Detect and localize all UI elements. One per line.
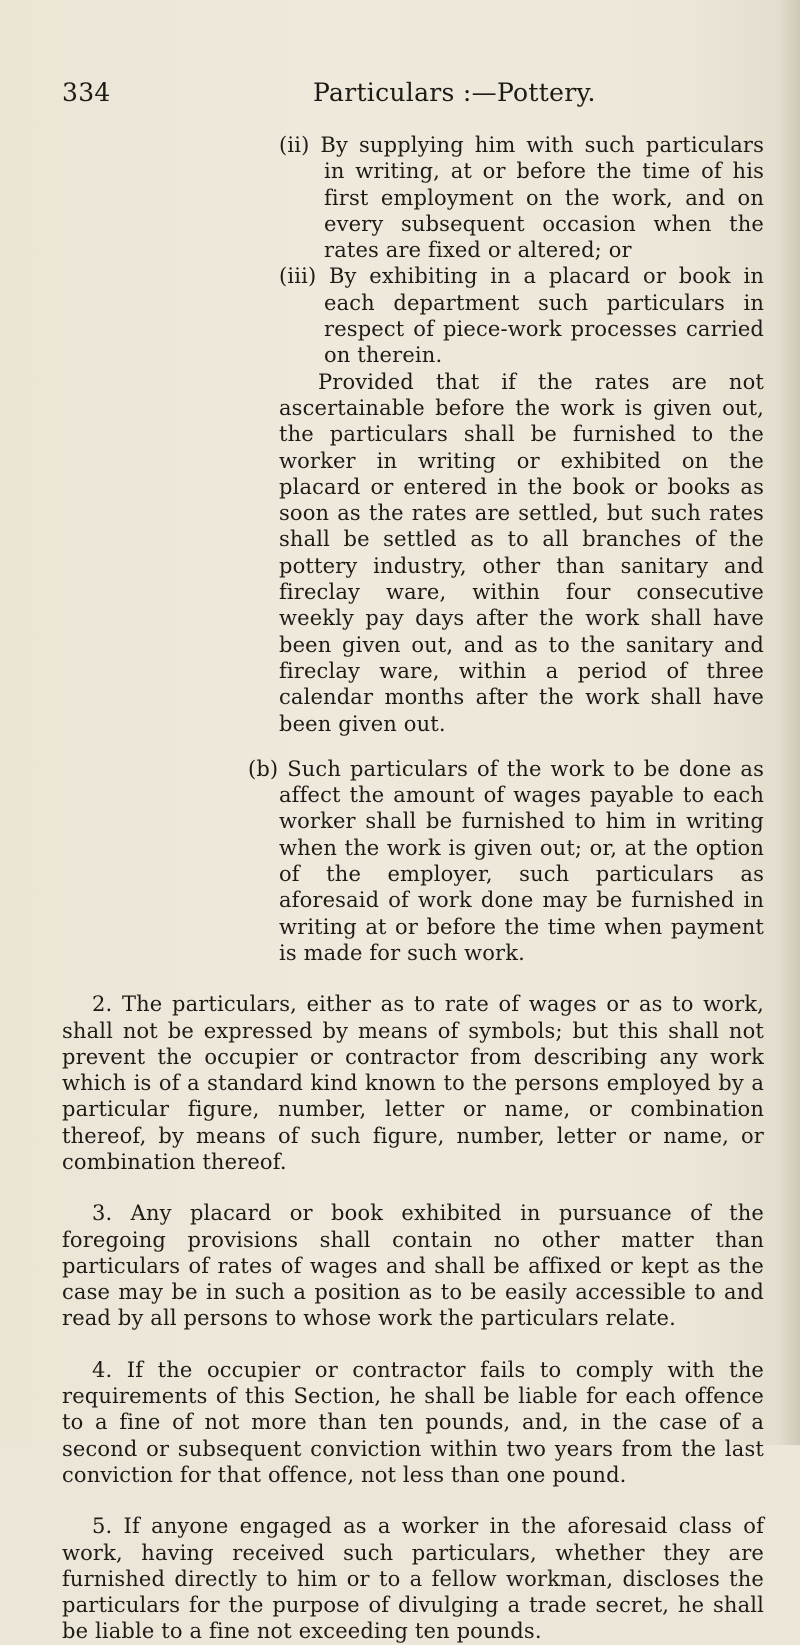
clause-iii: (iii) By exhibiting in a placard or book in each department such particulars in respect of piece-work processes carried on therein. — [279, 264, 764, 368]
paragraph-2: 2. The particulars, either as to rate of wages or as to work, shall not be expressed by means of symbols; but this shall not prevent the occupier or contractor from describing any work which is of a standard kind known to the persons employed by a particular figure, number, letter or name, or combination thereof, by means of such figure, number, letter or name, or combination thereof. — [62, 992, 764, 1174]
running-title: Particulars :—Pottery. — [313, 78, 596, 107]
paragraph-3: 3. Any placard or book exhibited in pursuance of the foregoing provisions shall contain no other matter than particulars of rates of wages and shall be affixed or kept as the case may be in such a position as to be easily accessible to and read by all persons to whose work the particulars relate. — [62, 1201, 764, 1331]
paragraph-5: 5. If anyone engaged as a worker in the aforesaid class of work, having received such particulars, whether they are furnished directly to him or to a fellow workman, discloses the particulars for the purpose of divulging a trade secret, he shall be liable to a fine not exceeding ten pounds. — [62, 1514, 764, 1644]
page-header — [62, 78, 760, 118]
clause-ii: (ii) By supplying him with such particulars in writing, at or before the time of his first employment on the work, and on every subsequent occasion when the rates are fixed or altered; or — [279, 133, 764, 263]
page-edge-shadow — [778, 0, 800, 1445]
clause-b: (b) Such particulars of the work to be done as affect the amount of wages payable to each worker shall be furnished to him in writing when the work is given out; or, at the option of the employer, such particulars as aforesaid of work done may be furnished in writing at or before the time when payment is made for such work. — [248, 756, 764, 965]
page-body — [62, 132, 764, 1645]
page-number: 334 — [62, 78, 111, 107]
proviso-paragraph: Provided that if the rates are not ascertainable before the work is given out, the particulars shall be furnished to the worker in writing or exhibited on the placard or entered in the book or books as soon as the rates are settled, but such rates shall be settled as to all branches of the pottery industry, other than sanitary and fireclay ware, within four consecutive weekly pay days after the work shall have been given out, and as to the sanitary and fireclay ware, within a period of three calendar months after the work shall have been given out. — [279, 369, 764, 736]
paragraph-4: 4. If the occupier or contractor fails to comply with the requirements of this Section, he shall be liable for each offence to a fine of not more than ten pounds, and, in the case of a second or subsequent conviction within two years from the last conviction for that offence, not less than one pound. — [62, 1357, 764, 1487]
